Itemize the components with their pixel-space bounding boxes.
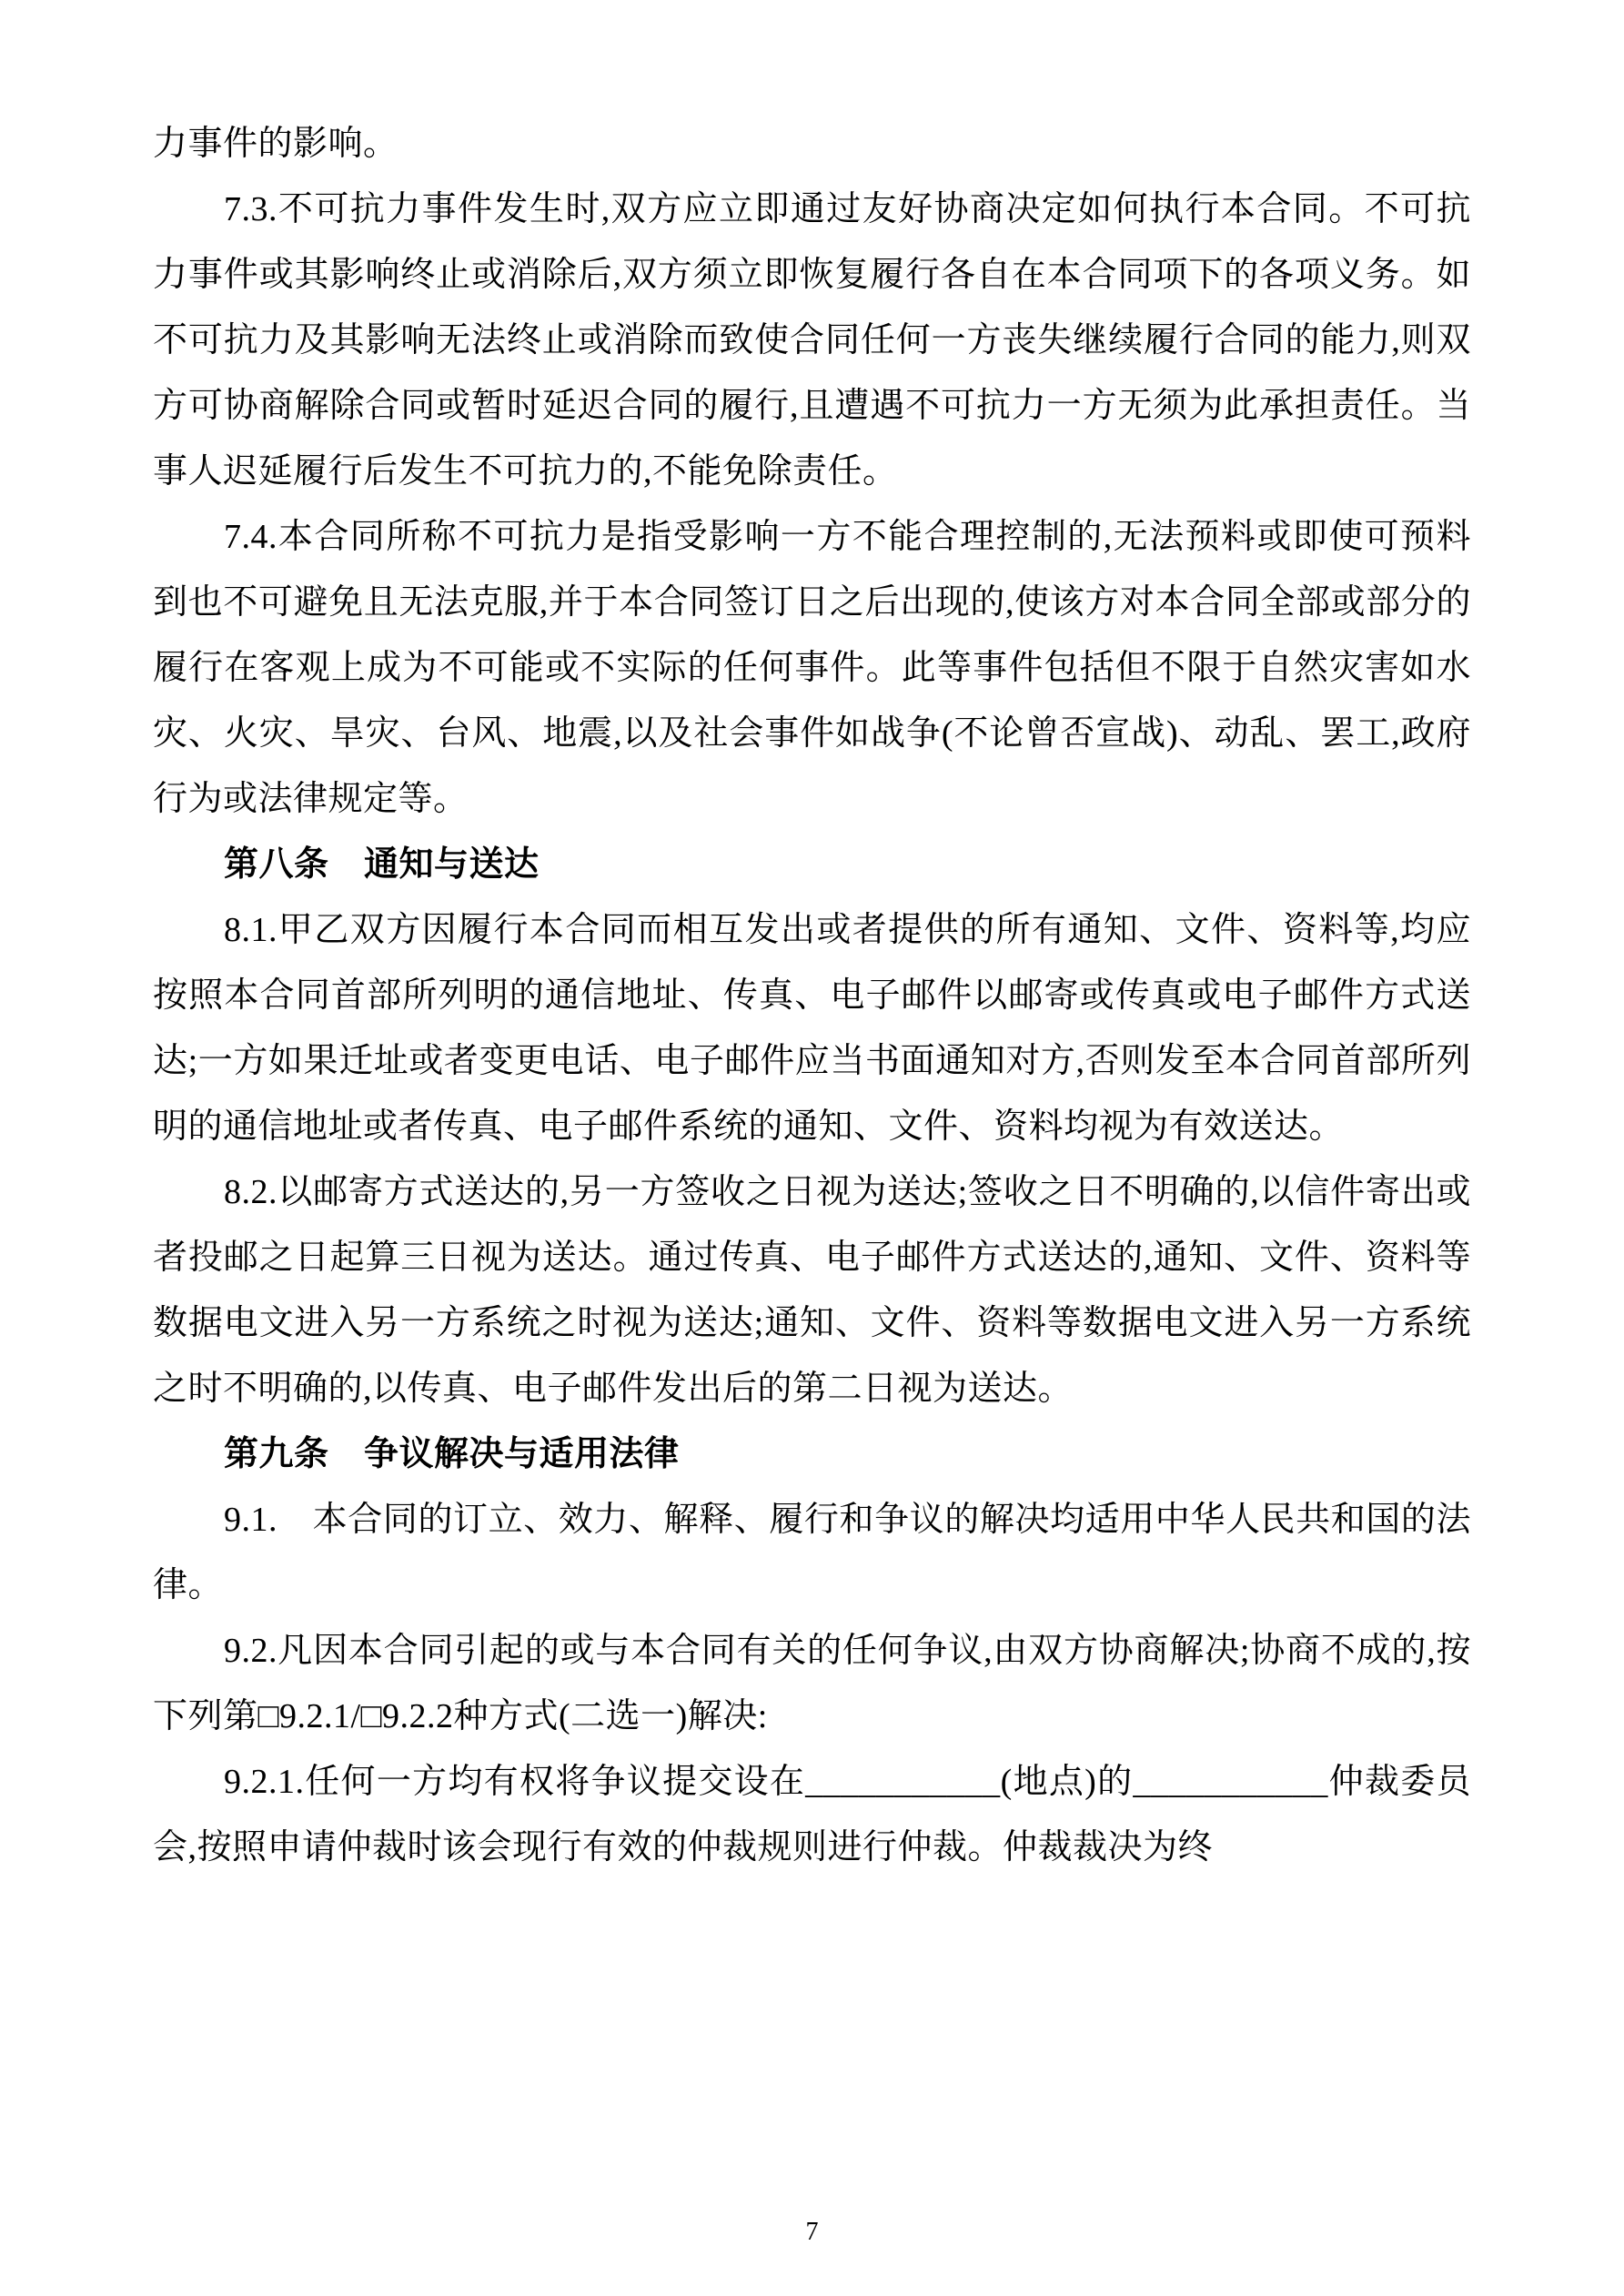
- paragraph-continuation: 力事件的影响。: [153, 125, 398, 163]
- paragraph-clause-9-1: 9.1. 本合同的订立、效力、解释、履行和争议的解决均适用中华人民共和国的法律。: [153, 1501, 1471, 1604]
- paragraph-clause-7-3: 7.3.不可抗力事件发生时,双方应立即通过友好协商决定如何执行本合同。不可抗力事件或其影响终止或消除后,双方须立即恢复履行各自在本合同项下的各项义务。如不可抗力及其影响无法终止或消除而致使合同任何一方丧失继续履行合同的能力,则双方可协商解除合同或暂时延迟合同的履行,且遭遇不可抗力一方无须为此承担责任。当事人迟延履行后发生不可抗力的,不能免除责任。: [153, 190, 1471, 491]
- paragraph-clause-8-1: 8.1.甲乙双方因履行本合同而相互发出或者提供的所有通知、文件、资料等,均应按照本合同首部所列明的通信地址、传真、电子邮件以邮寄或传真或电子邮件方式送达;一方如果迁址或者变更电话、电子邮件应当书面通知对方,否则发至本合同首部所列明的通信地址或者传真、电子邮件系统的通知、文件、资料均视为有效送达。: [153, 911, 1471, 1146]
- page-number: 7: [805, 2218, 819, 2246]
- paragraph-clause-9-2-1: 9.2.1.任何一方均有权将争议提交设在___________(地点)的___________仲裁委员会,按照申请仲裁时该会现行有效的仲裁规则进行仲裁。仲裁裁决为终: [153, 1763, 1471, 1866]
- paragraph-clause-9-2: 9.2.凡因本合同引起的或与本合同有关的任何争议,由双方协商解决;协商不成的,按下列第□9.2.1/□9.2.2种方式(二选一)解决:: [153, 1632, 1471, 1735]
- paragraph-clause-7-4: 7.4.本合同所称不可抗力是指受影响一方不能合理控制的,无法预料或即使可预料到也不可避免且无法克服,并于本合同签订日之后出现的,使该方对本合同全部或部分的履行在客观上成为不可能或不实际的任何事件。此等事件包括但不限于自然灾害如水灾、火灾、旱灾、台风、地震,以及社会事件如战争(不论曾否宣战)、动乱、罢工,政府行为或法律规定等。: [153, 518, 1471, 818]
- heading-article-9: 第九条 争议解决与适用法律: [224, 1435, 680, 1473]
- paragraph-clause-8-2: 8.2.以邮寄方式送达的,另一方签收之日视为送达;签收之日不明确的,以信件寄出或者投邮之日起算三日视为送达。通过传真、电子邮件方式送达的,通知、文件、资料等数据电文进入另一方系统之时视为送达;通知、文件、资料等数据电文进入另一方系统之时不明确的,以传真、电子邮件发出后的第二日视为送达。: [153, 1173, 1471, 1408]
- heading-article-8: 第八条 通知与送达: [224, 845, 540, 884]
